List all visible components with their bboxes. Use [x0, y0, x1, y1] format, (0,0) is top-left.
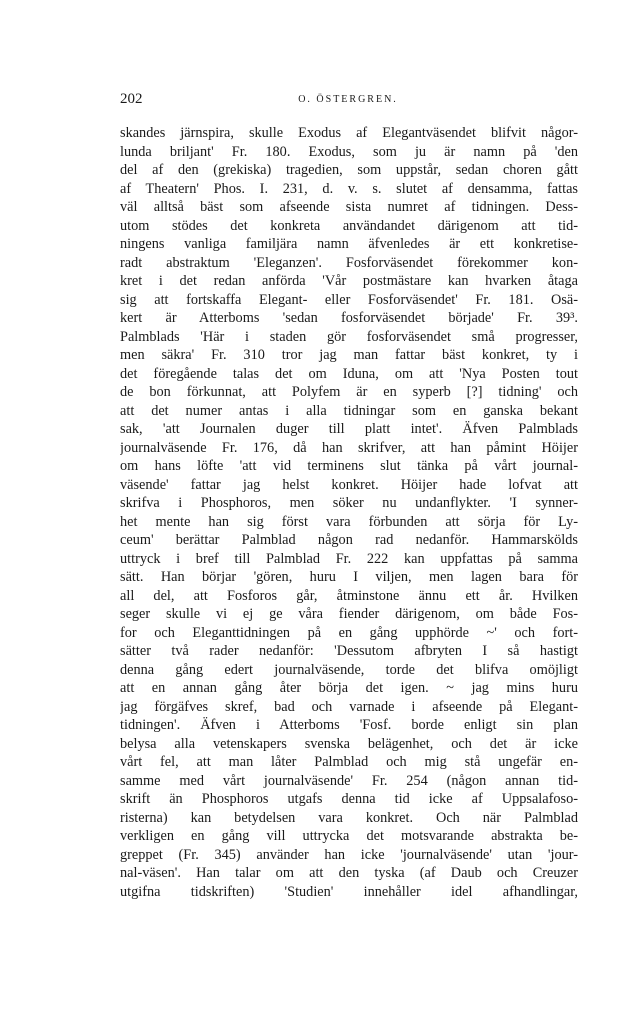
running-head: O. ÖSTERGREN. [298, 94, 398, 105]
text-line: om hans löfte 'att vid terminens slut tänka på vårt journal- [120, 458, 578, 474]
text-line: de bon förkunnat, att Polyfem är en syperb [?] tidning' och [120, 384, 578, 400]
text-line: skandes järnspira, skulle Exodus af Elegantväsendet blifvit någor- [120, 125, 578, 141]
text-line: men säkra' Fr. 310 tror jag man fattar bäst konkret, ty i [120, 347, 578, 363]
text-line: sak, 'att Journalen duger till platt intet'. Äfven Palmblads [120, 421, 578, 437]
text-line: seger skulle vi ej ge våra fiender därigenom, om både Fos- [120, 606, 578, 622]
text-line: sig att fortskaffa Elegant- eller Fosforväsendet' Fr. 181. Osä- [120, 291, 578, 308]
text-line: sätter två rader nedanför: 'Dessutom afbryten I så hastigt [120, 643, 578, 659]
text-line: risterna) kan betydelsen vara konkret. Och när Palmblad [120, 809, 578, 826]
text-line: tidningen'. Äfven i Atterboms 'Fosf. borde enligt sin plan [120, 717, 578, 733]
text-line: väl alltså bäst som afseende sista numret af tidningen. Dess- [120, 199, 578, 215]
text-line: het mente han sig först vara förbunden att sörja för Ly- [120, 513, 578, 530]
text-line: samme med vårt journalväsende' Fr. 254 (någon annan tid- [120, 772, 578, 789]
text-line: sätt. Han börjar 'gören, huru I viljen, men lagen bara för [120, 569, 578, 585]
text-line: all del, att Fosforos går, åtminstone ännu ett år. Hvilken [120, 587, 578, 604]
text-line: nal-väsen'. Han talar om att den tyska (af Daub och Creuzer [120, 865, 578, 881]
page-header [120, 91, 576, 111]
text-line: väsende' fattar jag helst konkret. Höijer hade lofvat att [120, 476, 578, 493]
text-line: utom stödes det konkreta användandet därigenom att tid- [120, 217, 578, 234]
text-line: att det numer antas i alla tidningar som en ganska bekant [120, 402, 578, 419]
text-line: verkligen en gång vill uttrycka det motsvarande abstrakta be- [120, 828, 578, 844]
page-number: 202 [120, 91, 143, 107]
text-line: af Theatern' Phos. I. 231, d. v. s. slutet af densamma, fattas [120, 180, 578, 197]
text-line: greppet (Fr. 345) använder han icke 'journalväsende' utan 'jour- [120, 846, 578, 863]
text-line: det föregående talas det om Iduna, om att 'Nya Posten tout [120, 365, 578, 382]
text-line: belysa alla vetenskapers svenska belägenhet, och det är icke [120, 735, 578, 752]
text-line: radt abstraktum 'Eleganzen'. Fosforväsendet förekommer kon- [120, 254, 578, 271]
text-line: ningens vanliga familjära namn äfvenledes är ett konkretise- [120, 236, 578, 252]
text-line: Palmblads 'Här i staden gör fosforväsendet små progresser, [120, 328, 578, 345]
text-line: att en annan gång åter börja det igen. ~ jag mins huru [120, 680, 578, 696]
text-line: utgifna tidskriften) 'Studien' innehåller idel afhandlingar, [120, 883, 578, 900]
text-line: uttryck i bref till Palmblad Fr. 222 kan uppfattas på samma [120, 550, 578, 567]
text-line: kret i det redan anförda 'Vår postmästare kan hvarken åtaga [120, 273, 578, 289]
text-line: kert är Atterboms 'sedan fosforväsendet började' Fr. 39³. [120, 310, 578, 326]
text-line: ceum' berättar Palmblad någon rad nedanför. Hammarskölds [120, 532, 578, 548]
text-line: jag förgäfves skref, bad och varnade i afseende på Elegant- [120, 698, 578, 715]
text-line: skrift än Phosphoros utgafs denna tid icke af Uppsalafoso- [120, 791, 578, 807]
text-line: lunda briljant' Fr. 180. Exodus, som ju är namn på 'den [120, 143, 578, 160]
body-text [120, 124, 578, 901]
text-line: for och Eleganttidningen på en gång upphörde ~' och fort- [120, 624, 578, 641]
text-line: vårt fel, att man låter Palmblad och mig stå ungefär en- [120, 754, 578, 770]
text-line: del af den (grekiska) tragedien, som uppstår, sedan choren gått [120, 162, 578, 178]
text-line: journalväsende Fr. 176, då han skrifver, att han påmint Höijer [120, 439, 578, 456]
text-line: denna gång edert journalväsende, torde det blifva omöjligt [120, 661, 578, 678]
text-line: skrifva i Phosphoros, men söker nu undanflykter. 'I synner- [120, 495, 578, 511]
